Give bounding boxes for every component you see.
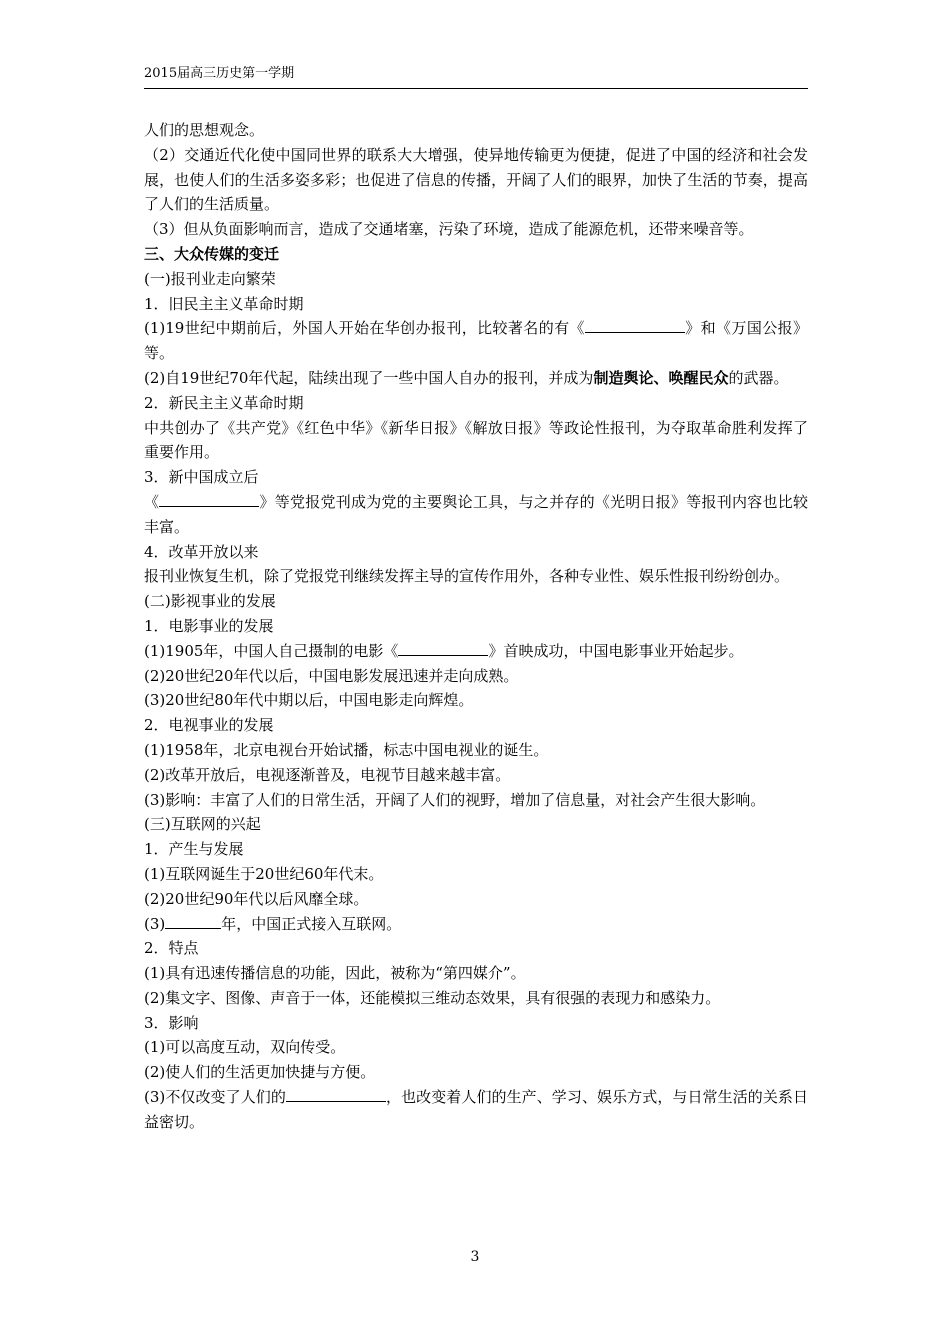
text: 的武器。 — [728, 368, 789, 387]
text: 《 — [144, 492, 160, 511]
text: (1)1905年，中国人自己摄制的电影《 — [144, 641, 399, 660]
paragraph: (2)使人们的生活更加快捷与方便。 — [144, 1063, 376, 1082]
paragraph: (2)改革开放后，电视逐渐普及，电视节目越来越丰富。 — [144, 765, 511, 784]
subsection-heading: (三)互联网的兴起 — [144, 815, 261, 834]
item-heading: 3．新中国成立后 — [144, 468, 259, 487]
document-body — [144, 118, 808, 1135]
item-heading: 1．电影事业的发展 — [144, 616, 274, 635]
fill-blank — [159, 491, 259, 507]
fill-blank — [165, 913, 221, 929]
paragraph: (2)20世纪90年代以后风靡全球。 — [144, 889, 369, 908]
paragraph: 人们的思想观念。 — [144, 121, 265, 139]
text: (3)不仅改变了人们的 — [144, 1088, 286, 1107]
paragraph — [144, 639, 808, 664]
text: ，也改变着人们的生产、学习、娱乐方式，与日常生活的关系日益密切。 — [144, 1088, 808, 1131]
item-heading: 2．新民主主义革命时期 — [144, 393, 304, 412]
paragraph: (1)具有迅速传播信息的功能，因此，被称为“第四媒介”。 — [144, 964, 526, 983]
fill-blank — [398, 640, 488, 656]
text: (2)自19世纪70年代起，陆续出现了一些中国人自办的报刊，并成为 — [144, 368, 594, 387]
paragraph — [144, 490, 808, 540]
paragraph — [144, 1085, 808, 1135]
item-heading: 4．改革开放以来 — [144, 542, 259, 561]
paragraph: 中共创办了《共产党》《红色中华》《新华日报》《解放日报》等政论性报刊，为夺取革命胜利发挥了重要作用。 — [144, 418, 808, 462]
item-heading: 1．旧民主主义革命时期 — [144, 294, 304, 313]
item-heading: 2．特点 — [144, 939, 199, 958]
paragraph: 报刊业恢复生机，除了党报党刊继续发挥主导的宣传作用外，各种专业性、娱乐性报刊纷纷创办。 — [144, 567, 790, 586]
paragraph: (1)1958年，北京电视台开始试播，标志中国电视业的诞生。 — [144, 740, 549, 759]
paragraph: （2）交通近代化使中国同世界的联系大大增强，使异地传输更为便捷，促进了中国的经济和社会发展，也使人们的生活多姿多彩；也促进了信息的传播，开阔了人们的眼界，加快了生活的节奏，提高了人们的生活质量。 — [144, 145, 808, 214]
paragraph — [144, 316, 808, 366]
paragraph — [144, 366, 808, 391]
paragraph: (2)20世纪20年代以后，中国电影发展迅速并走向成熟。 — [144, 666, 519, 685]
header-rule — [144, 88, 808, 89]
subsection-heading: (二)影视事业的发展 — [144, 592, 276, 611]
fill-blank — [286, 1086, 386, 1102]
text: 年，中国正式接入互联网。 — [221, 914, 402, 933]
text: (3) — [144, 914, 166, 933]
paragraph: （3）但从负面影响而言，造成了交通堵塞，污染了环境，造成了能源危机，还带来噪音等。 — [144, 220, 754, 239]
item-heading: 1．产生与发展 — [144, 840, 244, 859]
page-header: 2015届高三历史第一学期 — [144, 66, 295, 81]
page-number: 3 — [470, 1249, 480, 1265]
section-heading: 三、大众传媒的变迁 — [144, 244, 280, 263]
paragraph — [144, 912, 808, 937]
text: 》首映成功，中国电影事业开始起步。 — [488, 641, 744, 660]
paragraph: (3)影响：丰富了人们的日常生活，开阔了人们的视野，增加了信息量，对社会产生很大影响。 — [144, 790, 766, 809]
fill-blank — [585, 317, 685, 333]
item-heading: 3．影响 — [144, 1013, 199, 1032]
bold-text: 制造舆论、唤醒民众 — [593, 368, 729, 387]
paragraph: (3)20世纪80年代中期以后，中国电影走向辉煌。 — [144, 691, 474, 710]
item-heading: 2．电视事业的发展 — [144, 716, 274, 735]
paragraph: (1)互联网诞生于20世纪60年代末。 — [144, 864, 384, 883]
subsection-heading: (一)报刊业走向繁荣 — [144, 269, 276, 288]
paragraph: (2)集文字、图像、声音于一体，还能模拟三维动态效果，具有很强的表现力和感染力。 — [144, 988, 721, 1007]
text: 》和《万国公报》等。 — [144, 319, 808, 363]
text: 》等党报党刊成为党的主要舆论工具，与之并存的《光明日报》等报刊内容也比较丰富。 — [144, 492, 808, 536]
text: (1)19世纪中期前后，外国人开始在华创办报刊，比较著名的有《 — [144, 319, 585, 338]
paragraph: (1)可以高度互动，双向传受。 — [144, 1038, 346, 1057]
